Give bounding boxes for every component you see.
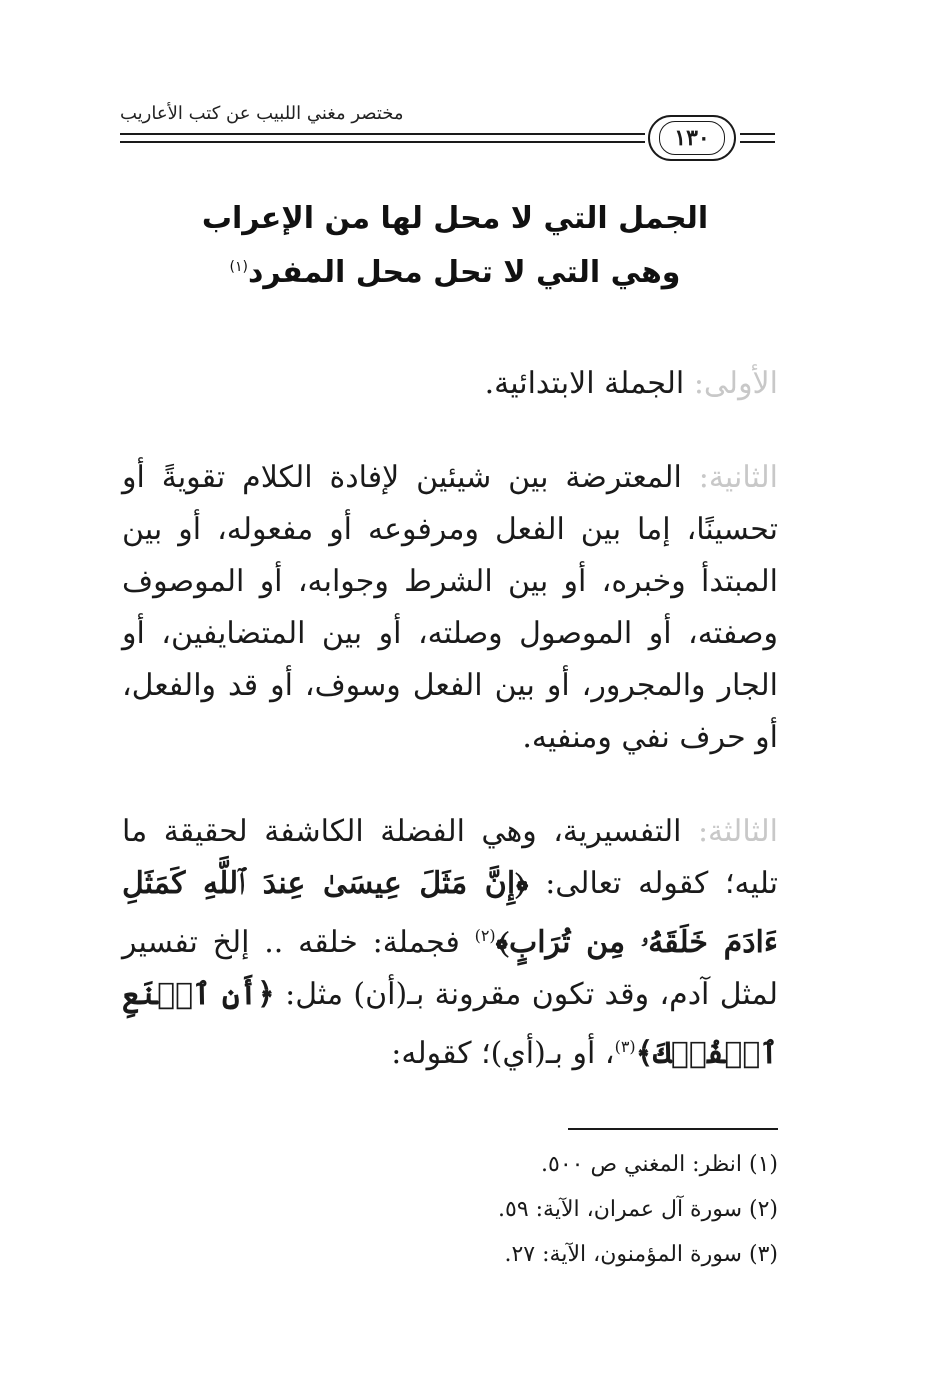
header-rule	[740, 133, 775, 135]
paragraph-text: ، أو بـ(أي)؛ كقوله:	[391, 1036, 615, 1071]
paragraph-lead: الأولى:	[693, 366, 778, 401]
paragraph-text: التفسيرية، وهي الفضلة الكاشفة لحقيقة ما تليه؛ كقوله تعالى:	[122, 814, 778, 901]
page-number-badge	[648, 115, 736, 161]
paragraph-text: فجملة: خلقه .. إلخ تفسير لمثل آدم، وقد تكون مقرونة بـ(أن) مثل:	[122, 925, 778, 1012]
paragraph-text: المعترضة بين شيئين لإفادة الكلام تقويةً أو تحسينًا، إما بين الفعل ومرفوعه أو مفعوله، أو بين المبتدأ وخبره، أو بين الشرط وجوابه، أو الموصوف وصفته، أو الموصول وصلته، أو بين المتضايفين، أو الجار والمجرور، أو بين الفعل وسوف، أو قد والفعل، أو حرف نفي ومنفيه.	[122, 460, 778, 755]
footnote-ref: (٢)	[474, 926, 496, 945]
book-title: مختصر مغني اللبيب عن كتب الأعاريب	[120, 103, 404, 124]
main-text	[122, 358, 778, 1122]
chapter-heading	[130, 195, 780, 297]
paragraph-third	[122, 806, 778, 1080]
footnotes	[300, 1142, 778, 1277]
footnote: (٣) سورة المؤمنون، الآية: ٢٧.	[504, 1242, 778, 1267]
footnote-ref: (١)	[229, 259, 248, 275]
paragraph-lead: الثانية:	[698, 460, 778, 495]
chapter-heading-line2	[130, 243, 780, 297]
paragraph-second	[122, 452, 778, 764]
footnote-ref: (٣)	[614, 1037, 636, 1056]
header-rule	[740, 141, 775, 143]
quran-verse: ﴿أَنِ ٱصۡنَعِ ٱلۡفُلۡكَ﴾	[122, 977, 778, 1071]
chapter-heading-line1: الجمل التي لا محل لها من الإعراب	[201, 201, 709, 236]
header-rule	[120, 133, 645, 135]
paragraph-lead: الثالثة:	[697, 814, 778, 849]
footnote: (٢) سورة آل عمران، الآية: ٥٩.	[498, 1197, 778, 1222]
header-rule	[120, 141, 645, 143]
paragraph-text: الجملة الابتدائية.	[484, 366, 685, 401]
quran-verse: ﴿إِنَّ مَثَلَ عِيسَىٰ عِندَ ٱللَّهِ كَمَثَلِ ءَادَمَ خَلَقَهُۥ مِن تُرَابٍ﴾	[122, 866, 778, 960]
running-header	[120, 95, 775, 185]
footnote-separator	[568, 1128, 778, 1130]
paragraph-first	[122, 358, 778, 410]
footnote: (١) انظر: المغني ص ٥٠٠.	[541, 1152, 778, 1177]
page-number: ١٣٠	[659, 121, 725, 155]
chapter-heading-line2-text: وهي التي لا تحل محل المفرد	[248, 255, 681, 290]
